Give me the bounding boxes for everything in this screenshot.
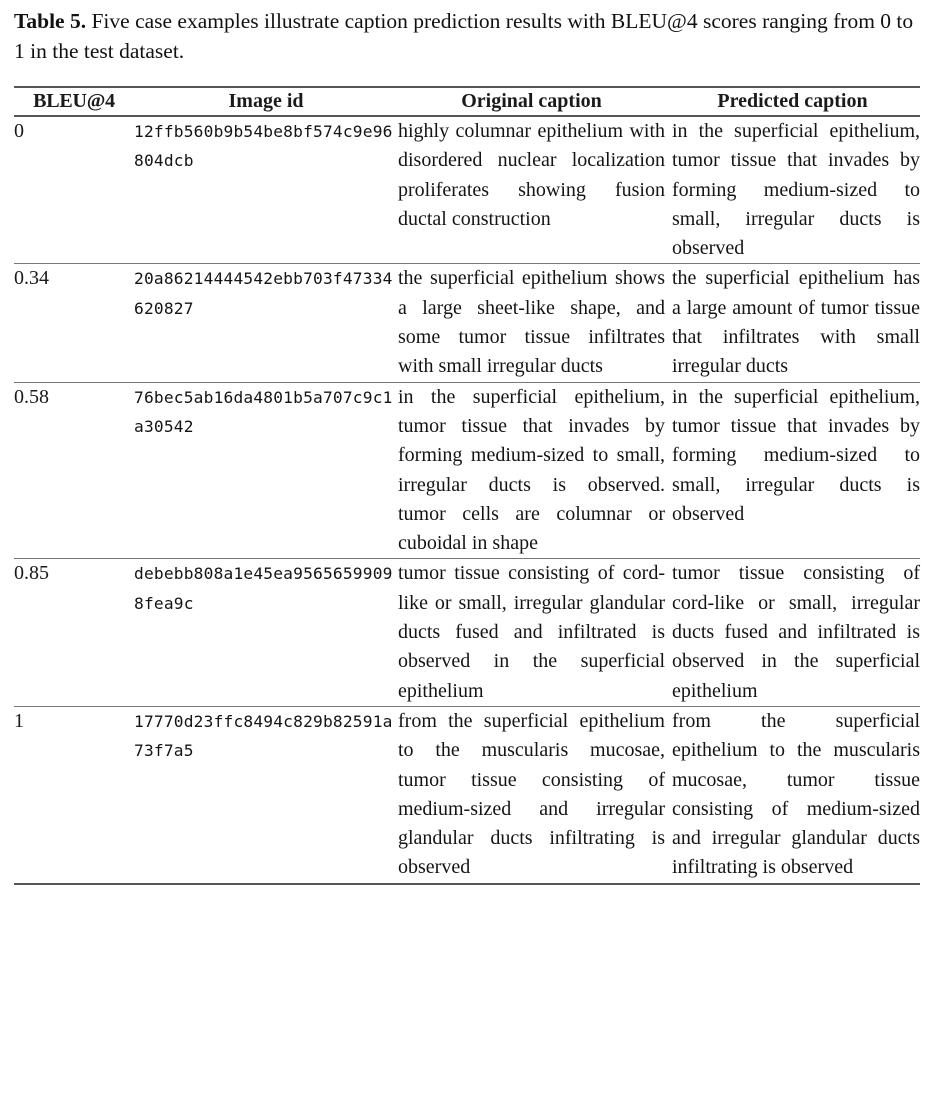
cell-bleu4-score: 0	[14, 120, 24, 142]
table-container	[14, 86, 920, 885]
column-header-original-caption: Original caption	[461, 90, 602, 112]
cell-predicted-caption: from the superficial epithelium to the muscularis mucosae, tumor tissue consisting of medium-sized and irregular glandular ducts infiltrating is observed	[672, 709, 920, 879]
cell-image-id: 76bec5ab16da4801b5a707c9c1a30542	[134, 387, 393, 436]
cell-predicted-caption: the superficial epithelium has a large amount of tumor tissue that infiltrates with small irregular ducts	[672, 267, 920, 378]
table-caption-text: Five case examples illustrate caption prediction results with BLEU@4 scores ranging from 0 to 1 in the test dataset.	[14, 9, 914, 63]
cell-bleu4-score: 0.58	[14, 385, 49, 408]
cell-image-id: 12ffb560b9b54be8bf574c9e96804dcb	[134, 122, 393, 171]
cell-predicted-caption: in the superficial epithelium, tumor tissue that invades by forming medium-sized to small, irregular ducts is observed	[672, 385, 920, 525]
table-bottom-rule	[14, 883, 920, 885]
table-caption-label: Table 5.	[14, 9, 87, 33]
column-header-image-id: Image id	[228, 90, 304, 112]
table-row	[14, 383, 920, 559]
table-caption	[14, 6, 920, 66]
cell-bleu4-score: 1	[14, 709, 24, 732]
cell-image-id: 20a86214444542ebb703f47334620827	[134, 269, 393, 318]
cell-original-caption: highly columnar epithelium with disordered nuclear localization proliferates showing fusion ductal construction	[398, 120, 665, 230]
cell-original-caption: in the superficial epithelium, tumor tissue that invades by forming medium-sized to small, irregular ducts is observed. tumor cells are columnar or cuboidal in shape	[398, 385, 665, 555]
cell-bleu4-score: 0.85	[14, 562, 49, 585]
table-row	[14, 707, 920, 883]
table-header-row	[14, 88, 920, 115]
cell-predicted-caption: tumor tissue consisting of cord-like or small, irregular ducts fused and infiltrated is observed in the superficial epithelium	[672, 562, 920, 702]
cell-original-caption: tumor tissue consisting of cord-like or small, irregular glandular ducts fused and infiltrated is observed in the superficial epithelium	[398, 562, 665, 702]
table-row	[14, 117, 920, 263]
cell-bleu4-score: 0.34	[14, 267, 49, 290]
cell-original-caption: from the superficial epithelium to the muscularis mucosae, tumor tissue consisting of medium-sized and irregular glandular ducts infiltrating is observed	[398, 709, 665, 879]
cell-predicted-caption: in the superficial epithelium, tumor tissue that invades by forming medium-sized to small, irregular ducts is observed	[672, 120, 920, 260]
cell-image-id: debebb808a1e45ea95656599098fea9c	[134, 564, 393, 613]
column-header-bleu4: BLEU@4	[33, 90, 115, 112]
results-table	[14, 88, 920, 883]
table-row	[14, 264, 920, 381]
cell-image-id: 17770d23ffc8494c829b82591a73f7a5	[134, 711, 393, 761]
table-row	[14, 559, 920, 705]
column-header-predicted-caption: Predicted caption	[717, 90, 868, 112]
cell-original-caption: the superficial epithelium shows a large sheet-like shape, and some tumor tissue infiltrates with small irregular ducts	[398, 267, 665, 378]
